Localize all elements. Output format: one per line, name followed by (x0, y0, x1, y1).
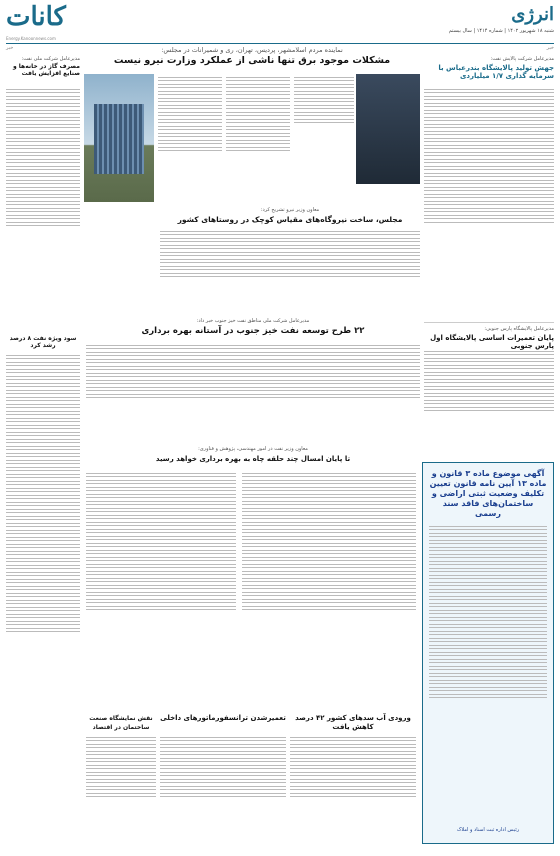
top-story-headline: مشکلات موجود برق تنها ناشی از عملکرد وزارت نیرو نیست (113, 55, 391, 66)
right-bottom-text (424, 348, 554, 456)
website-label: Energy.Kanoonnews.com (6, 36, 56, 41)
right-col-kicker: مدیرعامل شرکت پالایش نفت: (490, 56, 554, 62)
right-bottom-kicker: مدیرعامل پالایشگاه پارس جنوبی: (484, 326, 554, 332)
bottom-text-right (290, 734, 416, 842)
sub-headline-2: تا پایان امسال چند حلقه چاه به بهره برداری خواهد رسید (155, 455, 351, 463)
top-story-text-col-1 (158, 74, 222, 202)
bottom-text-left (86, 734, 156, 842)
bottom-headline-mid: تعمیرشدن ترانسفورماتورهای داخلی (160, 714, 286, 722)
bottom-headline-right: ورودی آب سدهای کشور ۴۲ درصد کاهش یافت (295, 714, 411, 731)
sub-kicker-2: معاون وزیر نفت در امور مهندسی، پژوهش و فناوری: (198, 446, 308, 452)
right-bottom-headline: پایان تعمیرات اساسی پالایشگاه اول پارس جنوبی (430, 334, 554, 351)
lower-mid-text-left (86, 470, 236, 710)
masthead-logo-right: انرژی (511, 4, 554, 25)
issue-date-line: شنبه ۱۸ شهریور ۱۴۰۲ | شماره ۱۴۱۴ | سال بیستم (448, 28, 554, 34)
header-rule (6, 43, 554, 44)
official-portrait-photo (356, 74, 420, 184)
top-story-text-col-3 (294, 74, 354, 154)
building-photo (84, 74, 154, 202)
middle-story-text (160, 228, 420, 312)
left-col-kicker: مدیرعامل شرکت ملی نفت: (21, 56, 80, 62)
middle-headline: مجلس، ساخت نیروگاه‌های مقیاس کوچک در روستاهای کشور (177, 215, 403, 224)
middle-kicker: معاون وزیر نیرو تشریح کرد: (260, 207, 320, 213)
top-story-kicker: نماینده مردم اسلامشهر، پردیس، تهران، ری و شمیرانات در مجلس: (161, 46, 343, 54)
bottom-headline-left: نقش نمایشگاه صنعت ساختمان در اقتصاد (89, 715, 153, 731)
right-col-headline: جهش تولید پالایشگاه بندرعباس با سرمایه گذاری ۱/۷ میلیاردی (438, 64, 554, 81)
wide-story-text (86, 342, 420, 442)
wide-kicker: مدیرعامل شرکت ملی مناطق نفت خیز جنوب خبر داد: (196, 318, 310, 324)
left-col-text (6, 86, 80, 326)
masthead-logo-left: کانات (6, 2, 66, 32)
section-label-right: خبر (546, 45, 554, 51)
right-col-divider (424, 322, 554, 323)
wide-headline: ۲۲ طرح توسعه نفت خیز جنوب در آستانه بهره برداری (141, 326, 365, 336)
section-label-left: خبر (6, 45, 14, 51)
left-col-mid-headline: سود ویژه نفت ۸ درصد رشد کرد (9, 335, 77, 349)
ad-title: آگهی موضوع ماده ۳ قانون و ماده ۱۳ آیین نامه قانون تعیین تکلیف وضعیت ثبتی اراضی و ساختمان‌های فاقد سند رسمی (429, 469, 547, 518)
building-graphic (94, 104, 144, 174)
top-story-text-col-2 (226, 74, 290, 202)
left-col-headline: مصرف گاز در خانه‌ها و صنایع افزایش یافت (12, 63, 80, 77)
bottom-text-mid (160, 734, 286, 842)
left-col-long-text (6, 352, 80, 842)
ad-body (429, 523, 547, 823)
legal-notice-ad (422, 462, 554, 844)
ad-footer: رئیس اداره ثبت اسناد و املاک (456, 827, 520, 833)
right-col-text (424, 86, 554, 320)
lower-mid-text-right (242, 470, 416, 710)
